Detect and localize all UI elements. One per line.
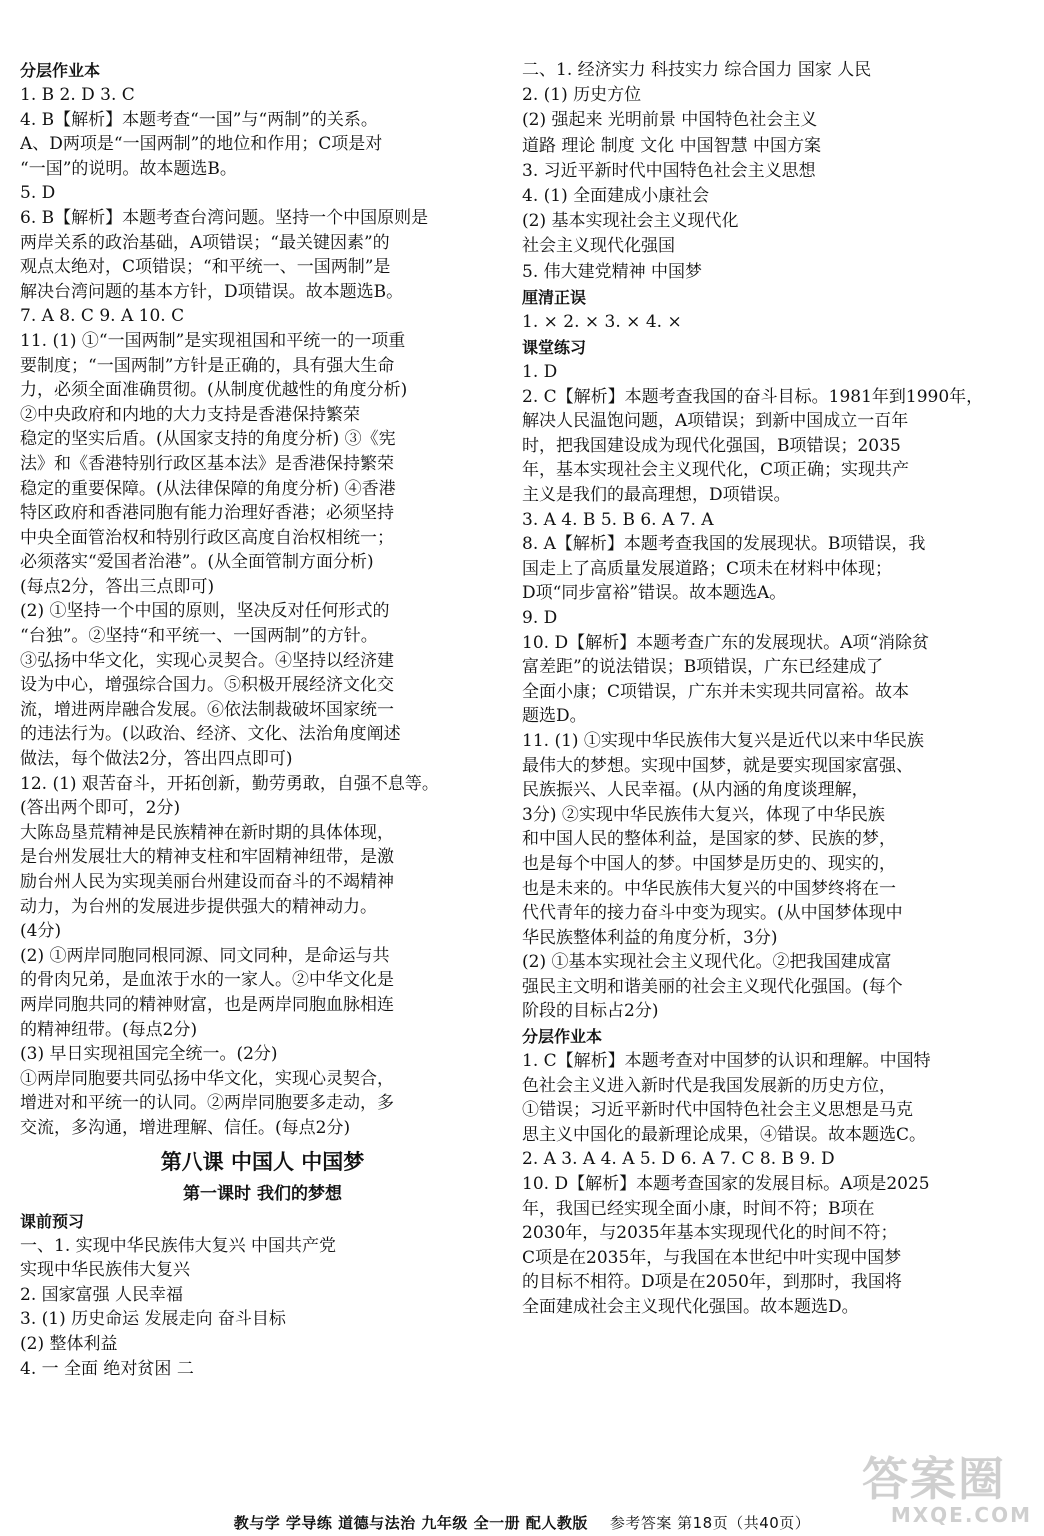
answer-line: 强民主文明和谐美丽的社会主义现代化强国。(每个: [522, 976, 903, 997]
answer-line: 思主义中国化的最新理论成果，④错误。故本题选C。: [522, 1124, 927, 1145]
answer-line: 6. B【解析】本题考查台湾问题。坚持一个中国原则是: [20, 207, 429, 228]
answer-line: 全面小康；C项错误，广东并未实现共同富裕。故本: [522, 681, 910, 702]
answer-line: 3. (1) 历史命运 发展走向 奋斗目标: [20, 1309, 286, 1330]
answer-line: 特区政府和香港同胞有能力治理好香港；必须坚持: [20, 503, 394, 524]
answer-line: (2) 整体利益: [20, 1333, 118, 1354]
watermark-url: MXQE.COM: [890, 1503, 1032, 1527]
answer-line: 华民族整体利益的角度分析，3分): [522, 927, 778, 948]
answer-line: 做法，每个做法2分，答出四点即可): [20, 749, 293, 770]
lesson-title: 第八课 中国人 中国梦: [160, 1149, 365, 1174]
answer-line: 1. C【解析】本题考查对中国梦的认识和理解。中国特: [522, 1051, 931, 1072]
answer-line: 7. A 8. C 9. A 10. C: [20, 306, 185, 327]
watermark-text: 答案圈: [862, 1452, 1006, 1506]
left-column: [20, 58, 505, 1381]
section-heading-classwork: 课堂练习: [522, 338, 587, 358]
answer-line: 最伟大的梦想。实现中国梦，就是要实现国家富强、: [522, 755, 913, 776]
answer-line: 8. A【解析】本题考查我国的发展现状。B项错误，我: [522, 534, 926, 555]
answer-line: 4. B【解析】本题考查“一国”与“两制”的关系。: [20, 109, 378, 130]
answer-line: 增进对和平统一的认同。②两岸同胞要多走动，多: [20, 1093, 394, 1114]
answer-line: 富差距”的说法错误；B项错误，广东已经建成了: [522, 657, 884, 678]
answer-line: 流，增进两岸融合发展。⑥依法制裁破坏国家统一: [20, 699, 394, 720]
answer-line: 社会主义现代化强国: [522, 236, 675, 257]
answer-line: 道路 理论 制度 文化 中国智慧 中国方案: [522, 135, 822, 156]
answer-line: 9. D: [522, 607, 558, 628]
answer-line: 时，把我国建设成为现代化强国，B项错误；2035: [522, 435, 901, 456]
answer-line: 必须落实“爱国者治港”。(从全面管制方面分析): [20, 552, 374, 573]
answer-line: 法》和《香港特别行政区基本法》是香港保持繁荣: [20, 453, 394, 474]
answer-line: 实现中华民族伟大复兴: [20, 1260, 190, 1281]
answer-line: ①两岸同胞要共同弘扬中华文化，实现心灵契合，: [20, 1068, 394, 1089]
period-title: 第一课时 我们的梦想: [183, 1183, 342, 1204]
answer-line: 励台州人民为实现美丽台州建设而奋斗的不竭精神: [20, 872, 394, 892]
answer-line: 的违法行为。(以政治、经济、文化、法治角度阐述: [20, 724, 401, 745]
answer-line: 设为中心，增强综合国力。⑤积极开展经济文化交: [20, 675, 394, 696]
answer-lines-preview: [20, 1234, 505, 1382]
answer-line: 4. (1) 全面建成小康社会: [522, 186, 710, 207]
answer-line: 3分) ②实现中华民族伟大复兴，体现了中华民族: [522, 804, 885, 825]
answer-line: 中央全面管治权和特别行政区高度自治权相统一；: [20, 527, 394, 548]
answer-line: 色社会主义进入新时代是我国发展新的历史方位，: [522, 1075, 896, 1096]
answer-line: 5. D: [20, 183, 56, 204]
footer-page-info: 参考答案 第18页（共40页）: [609, 1514, 811, 1532]
answer-line: 也是未来的。中华民族伟大复兴的中国梦终将在一: [522, 878, 896, 899]
answer-line: 年，我国已经实现全面小康，时间不符；B项在: [522, 1198, 875, 1219]
section-heading-homework-2: 分层作业本: [522, 1027, 603, 1047]
section-heading-true-false: 厘清正误: [522, 287, 587, 307]
answer-line: 大陈岛垦荒精神是民族精神在新时期的具体体现，: [20, 822, 394, 843]
answer-line: ③弘扬中华文化，实现心灵契合。④坚持以经济建: [20, 650, 394, 671]
answer-line: (4分): [20, 921, 62, 942]
answer-line: 动力，为台州的发展进步提供强大的精神动力。: [20, 896, 377, 917]
answer-line: (3) 早日实现祖国完全统一。(2分): [20, 1044, 278, 1065]
answer-line: 力，必须全面准确贯彻。(从制度优越性的角度分析): [20, 380, 408, 401]
answer-line: A、D两项是“一国两制”的地位和作用；C项是对: [20, 134, 383, 155]
answer-line: 3. 习近平新时代中国特色社会主义思想: [522, 160, 816, 181]
answer-line: 年，基本实现社会主义现代化，C项正确；实现共产: [522, 460, 910, 481]
answer-line: 两岸关系的政治基础，A项错误；“最关键因素”的: [20, 232, 390, 253]
answer-line: 2. C【解析】本题考查我国的奋斗目标。1981年到1990年，: [522, 386, 984, 407]
answer-line: D项“同步富裕”错误。故本题选A。: [522, 583, 787, 604]
answer-line: 和中国人民的整体利益，是国家的梦、民族的梦，: [522, 829, 896, 850]
answer-line: 要制度；“一国两制”方针是正确的，具有强大生命: [20, 355, 395, 376]
answer-line: 解决人民温饱问题，A项错误；到新中国成立一百年: [522, 411, 909, 432]
answer-line: 也是每个中国人的梦。中国梦是历史的、现实的，: [522, 853, 896, 874]
section-heading-homework: 分层作业本: [20, 61, 101, 80]
answer-line: 1. D: [522, 362, 558, 383]
answer-line: 2. A 3. A 4. A 5. D 6. A 7. C 8. B 9. D: [522, 1149, 835, 1170]
answer-line: ①错误；习近平新时代中国特色社会主义思想是马克: [522, 1100, 913, 1121]
answer-line: 1. × 2. × 3. × 4. ×: [522, 311, 682, 332]
answer-line: (2) ①基本实现社会主义现代化。②把我国建成富: [522, 952, 892, 973]
answer-line: 稳定的重要保障。(从法律保障的角度分析) ④香港: [20, 478, 396, 499]
section-heading-preview: 课前预习: [20, 1211, 85, 1231]
answer-line: 代代青年的接力奋斗中变为现实。(从中国梦体现中: [522, 903, 903, 924]
answer-line: 2. 国家富强 人民幸福: [20, 1284, 184, 1305]
answer-line: (2) ①坚持一个中国的原则，坚决反对任何形式的: [20, 601, 390, 622]
answer-line: “台独”。②坚持“和平统一、一国两制”的方针。: [20, 626, 378, 647]
answer-line: 12. (1) 艰苦奋斗，开拓创新，勤劳勇敢，自强不息等。: [20, 773, 439, 794]
answer-line: 2. (1) 历史方位: [522, 85, 642, 106]
answer-lines-homework-1: [20, 83, 505, 1141]
answer-line: 二、1. 经济实力 科技实力 综合国力 国家 人民: [522, 60, 872, 80]
answer-lines-homework-2: [522, 1049, 1007, 1320]
answer-line: 的骨肉兄弟，是血浓于水的一家人。②中华文化是: [20, 970, 394, 991]
answer-line: 11. (1) ①“一国两制”是实现祖国和平统一的一项重: [20, 330, 406, 351]
answer-line: 解决台湾问题的基本方针，D项错误。故本题选B。: [20, 281, 404, 302]
answer-line: 5. 伟大建党精神 中国梦: [522, 261, 703, 282]
answer-line: 民族振兴、人民幸福。(从内涵的角度谈理解，: [522, 780, 869, 801]
answer-line: 2030年，与2035年基本实现现代化的时间不符；: [522, 1223, 898, 1244]
answer-line: 的精神纽带。(每点2分): [20, 1019, 198, 1040]
answer-line: 国走上了高质量发展道路；C项未在材料中体现；: [522, 558, 893, 579]
answer-line: 观点太绝对，C项错误；“和平统一、一国两制”是: [20, 257, 391, 278]
footer-brand: 教与学 学导练 道德与法治 九年级 全一册 配人教版: [233, 1514, 588, 1532]
answer-line: 题选D。: [522, 706, 587, 727]
answer-line: (2) 强起来 光明前景 中国特色社会主义: [522, 110, 818, 131]
answer-line: “一国”的说明。故本题选B。: [20, 158, 237, 179]
answer-lines-preview-part2: [522, 58, 1007, 285]
answer-line: 主义是我们的最高理想，D项错误。: [522, 485, 791, 505]
answer-line: (答出两个即可，2分): [20, 798, 181, 819]
right-column: [522, 58, 1007, 1320]
answer-line: 11. (1) ①实现中华民族伟大复兴是近代以来中华民族: [522, 730, 924, 751]
answer-line: (每点2分，答出三点即可): [20, 576, 215, 597]
answer-line: C项是在2035年，与我国在本世纪中叶实现中国梦: [522, 1247, 902, 1268]
answer-line: 阶段的目标占2分): [522, 1001, 659, 1022]
answer-line: (2) 基本实现社会主义现代化: [522, 211, 739, 232]
answer-line: 是台州发展壮大的精神支柱和牢固精神纽带，是激: [20, 847, 394, 868]
answer-line: (2) ①两岸同胞同根同源、同文同种，是命运与共: [20, 945, 390, 966]
answer-lines-true-false: [522, 310, 1007, 335]
answer-line: 的目标不相符。D项是在2050年，到那时，我国将: [522, 1272, 902, 1293]
answer-line: 两岸同胞共同的精神财富，也是两岸同胞血脉相连: [20, 994, 394, 1015]
answer-line: 3. A 4. B 5. B 6. A 7. A: [522, 509, 714, 530]
answer-lines-classwork: [522, 360, 1007, 1024]
answer-line: ②中央政府和内地的大力支持是香港保持繁荣: [20, 404, 360, 425]
answer-line: 交流，多沟通，增进理解、信任。(每点2分): [20, 1117, 351, 1138]
answer-line: 稳定的坚实后盾。(从国家支持的角度分析) ③《宪: [20, 429, 396, 450]
answer-line: 10. D【解析】本题考查广东的发展现状。A项“消除贫: [522, 632, 930, 653]
answer-line: 1. B 2. D 3. C: [20, 85, 135, 105]
answer-line: 10. D【解析】本题考查国家的发展目标。A项是2025: [522, 1174, 930, 1195]
page-footer: [0, 1512, 1044, 1533]
answer-line: 全面建成社会主义现代化强国。故本题选D。: [522, 1297, 859, 1317]
answer-line: 4. 一 全面 绝对贫困 二: [20, 1358, 194, 1379]
answer-line: 一、1. 实现中华民族伟大复兴 中国共产党: [20, 1235, 337, 1256]
